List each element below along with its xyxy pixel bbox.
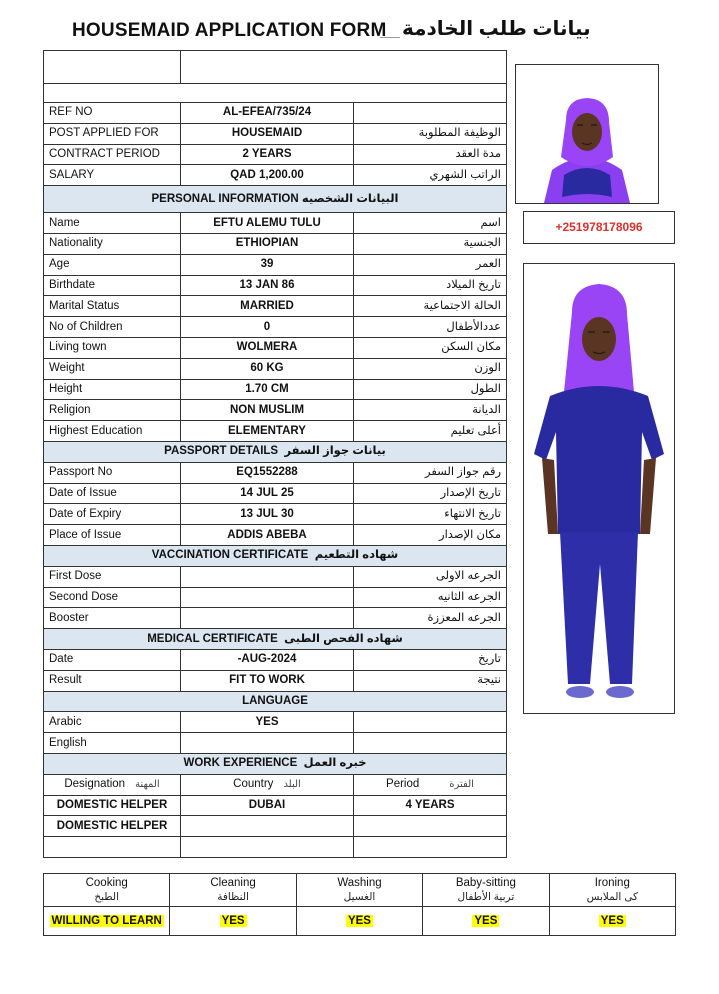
table-row xyxy=(44,462,507,483)
field-value: FIT TO WORK xyxy=(181,670,354,691)
field-label: First Dose xyxy=(44,566,181,587)
skill-label-arabic: النظافة xyxy=(217,891,249,903)
field-label: Date of Expiry xyxy=(44,504,181,525)
table-row xyxy=(44,275,507,296)
designation-header xyxy=(44,774,181,795)
field-label-arabic: اسم xyxy=(354,213,507,234)
field-label-arabic: الوظيفة المطلوبة xyxy=(354,123,507,144)
section-heading xyxy=(44,545,507,566)
table-row xyxy=(44,358,507,379)
field-label: REF NO xyxy=(44,103,181,124)
section-heading xyxy=(44,441,507,462)
field-label: SALARY xyxy=(44,165,181,186)
blank-cell xyxy=(44,84,507,103)
field-value: WOLMERA xyxy=(181,337,354,358)
blank-gap-row xyxy=(44,84,507,103)
table-row xyxy=(44,733,507,754)
table-row xyxy=(44,712,507,733)
skill-value: YES xyxy=(600,915,624,927)
field-value: EFTU ALEMU TULU xyxy=(181,213,354,234)
field-label: Second Dose xyxy=(44,587,181,608)
work-row xyxy=(44,795,507,816)
blank-cell xyxy=(354,837,507,858)
skills-header-row xyxy=(44,874,676,907)
table-row xyxy=(44,649,507,670)
field-label-arabic: عددالأطفال xyxy=(354,317,507,338)
field-value: QAD 1,200.00 xyxy=(181,165,354,186)
skills-value-row xyxy=(44,907,676,936)
field-label-arabic: مكان السكن xyxy=(354,337,507,358)
period-header xyxy=(354,774,507,795)
field-label-arabic: تاريخ xyxy=(354,649,507,670)
field-label: Name xyxy=(44,213,181,234)
blank-cell xyxy=(44,837,181,858)
section-header-vaccination xyxy=(44,545,507,566)
section-header-personal xyxy=(44,186,507,213)
blank-cell xyxy=(354,733,507,754)
section-heading xyxy=(44,753,507,774)
field-value xyxy=(181,566,354,587)
section-header-work xyxy=(44,753,507,774)
work-country xyxy=(181,816,354,837)
field-label: Age xyxy=(44,254,181,275)
table-row xyxy=(44,400,507,421)
field-label: Date of Issue xyxy=(44,483,181,504)
field-label: Religion xyxy=(44,400,181,421)
field-label-arabic: الديانة xyxy=(354,400,507,421)
field-value: YES xyxy=(181,712,354,733)
field-label-arabic: الحالة الاجتماعية xyxy=(354,296,507,317)
field-value: -AUG-2024 xyxy=(181,649,354,670)
field-label: POST APPLIED FOR xyxy=(44,123,181,144)
form-title-arabic: بيانات طلب الخادمة xyxy=(402,18,591,40)
field-value: MARRIED xyxy=(181,296,354,317)
portrait-photo xyxy=(515,64,659,204)
table-row xyxy=(44,337,507,358)
section-title: MEDICAL CERTIFICATE xyxy=(147,632,278,645)
table-row xyxy=(44,254,507,275)
field-label: Highest Education xyxy=(44,421,181,442)
field-value: 1.70 CM xyxy=(181,379,354,400)
field-label-arabic: تاريخ الإصدار xyxy=(354,483,507,504)
country-label-arabic: البلد xyxy=(283,779,301,791)
field-value: ELEMENTARY xyxy=(181,421,354,442)
field-label: Date xyxy=(44,649,181,670)
field-label: Passport No xyxy=(44,462,181,483)
skill-value-cell xyxy=(423,907,549,936)
skill-cooking xyxy=(44,874,170,907)
field-label: English xyxy=(44,733,181,754)
field-label-arabic: الجرعه الثانيه xyxy=(354,587,507,608)
field-value: AL-EFEA/735/24 xyxy=(181,103,354,124)
period-label: Period xyxy=(386,778,420,791)
table-row xyxy=(44,608,507,629)
field-label: CONTRACT PERIOD xyxy=(44,144,181,165)
field-label-arabic: الجنسية xyxy=(354,233,507,254)
field-value: 14 JUL 25 xyxy=(181,483,354,504)
skill-value-cell xyxy=(549,907,675,936)
field-label: Place of Issue xyxy=(44,525,181,546)
work-designation: DOMESTIC HELPER xyxy=(44,795,181,816)
table-row xyxy=(44,421,507,442)
work-country: DUBAI xyxy=(181,795,354,816)
field-label: Booster xyxy=(44,608,181,629)
field-label-arabic: العمر xyxy=(354,254,507,275)
table-row xyxy=(44,525,507,546)
field-label-arabic: أعلى تعليم xyxy=(354,421,507,442)
field-label-arabic: تاريخ الميلاد xyxy=(354,275,507,296)
field-value: 2 YEARS xyxy=(181,144,354,165)
full-body-figure xyxy=(524,264,674,713)
table-row xyxy=(44,587,507,608)
skill-label-arabic: تربية الأطفال xyxy=(457,891,515,903)
section-title-arabic: بيانات جواز السفر xyxy=(284,445,386,458)
field-label-arabic: نتيجة xyxy=(354,670,507,691)
work-row xyxy=(44,837,507,858)
field-value xyxy=(181,608,354,629)
section-title-arabic: البيانات الشخصيه xyxy=(301,192,399,205)
table-row xyxy=(44,317,507,338)
section-header-passport xyxy=(44,441,507,462)
skill-value: YES xyxy=(347,915,371,927)
period-label-arabic: الفترة xyxy=(449,779,474,791)
field-value: EQ1552288 xyxy=(181,462,354,483)
work-row xyxy=(44,816,507,837)
table-row xyxy=(44,504,507,525)
section-title: WORK EXPERIENCE xyxy=(183,757,298,770)
field-label: Nationality xyxy=(44,233,181,254)
table-row xyxy=(44,144,507,165)
blank-cell xyxy=(181,837,354,858)
section-heading xyxy=(44,629,507,650)
designation-label-arabic: المهنة xyxy=(135,779,160,791)
field-label-arabic: الطول xyxy=(354,379,507,400)
field-label-arabic: مكان الإصدار xyxy=(354,525,507,546)
section-header-language xyxy=(44,691,507,712)
field-label-arabic: رقم جواز السفر xyxy=(354,462,507,483)
section-title: PERSONAL INFORMATION xyxy=(151,192,299,205)
section-title-arabic: شهاده التطعيم xyxy=(314,549,399,562)
field-value: 60 KG xyxy=(181,358,354,379)
field-label-arabic: الراتب الشهري xyxy=(354,165,507,186)
section-title: VACCINATION CERTIFICATE xyxy=(151,549,309,562)
skill-value: WILLING TO LEARN xyxy=(51,915,162,927)
field-value xyxy=(181,733,354,754)
skill-label-arabic: كى الملابس xyxy=(586,891,638,903)
field-value: 13 JUL 30 xyxy=(181,504,354,525)
field-label-arabic: الجرعه الاولى xyxy=(354,566,507,587)
skill-label: Baby-sitting xyxy=(455,877,516,889)
skill-value-cell xyxy=(170,907,296,936)
work-period: 4 YEARS xyxy=(354,795,507,816)
field-label-arabic: الجرعه المعززة xyxy=(354,608,507,629)
section-title: PASSPORT DETAILS xyxy=(164,445,279,458)
section-header-medical xyxy=(44,629,507,650)
table-row xyxy=(44,379,507,400)
table-row xyxy=(44,103,507,124)
blank-header-row xyxy=(44,51,507,84)
table-row xyxy=(44,566,507,587)
field-label-arabic: الوزن xyxy=(354,358,507,379)
country-label: Country xyxy=(233,778,274,791)
title-divider xyxy=(380,37,400,38)
field-label: Birthdate xyxy=(44,275,181,296)
blank-cell xyxy=(181,51,507,84)
field-label-arabic: مدة العقد xyxy=(354,144,507,165)
skill-label: Cooking xyxy=(85,877,128,889)
field-label-arabic xyxy=(354,103,507,124)
portrait-figure xyxy=(516,65,658,203)
field-value: 0 xyxy=(181,317,354,338)
field-value: 13 JAN 86 xyxy=(181,275,354,296)
table-row xyxy=(44,123,507,144)
field-label: Living town xyxy=(44,337,181,358)
field-label: Weight xyxy=(44,358,181,379)
field-label: Result xyxy=(44,670,181,691)
field-value xyxy=(181,587,354,608)
field-label: Marital Status xyxy=(44,296,181,317)
skill-label: Washing xyxy=(337,877,382,889)
phone-number: +251978178096 xyxy=(523,211,675,244)
section-title: LANGUAGE xyxy=(242,694,308,707)
table-row xyxy=(44,483,507,504)
field-label-arabic: تاريخ الانتهاء xyxy=(354,504,507,525)
form-title: HOUSEMAID APPLICATION FORM xyxy=(72,20,387,41)
table-row xyxy=(44,296,507,317)
application-table xyxy=(43,50,507,858)
skill-value-cell xyxy=(44,907,170,936)
skill-label-arabic: الطبخ xyxy=(94,891,120,903)
field-label: Arabic xyxy=(44,712,181,733)
field-value: NON MUSLIM xyxy=(181,400,354,421)
field-value: 39 xyxy=(181,254,354,275)
field-value: HOUSEMAID xyxy=(181,123,354,144)
table-row xyxy=(44,165,507,186)
country-header xyxy=(181,774,354,795)
skills-table xyxy=(43,873,676,936)
designation-label: Designation xyxy=(64,778,126,791)
skill-value: YES xyxy=(474,915,498,927)
table-row xyxy=(44,233,507,254)
field-label: Height xyxy=(44,379,181,400)
field-label: No of Children xyxy=(44,317,181,338)
skill-baby-sitting xyxy=(423,874,549,907)
blank-cell xyxy=(354,712,507,733)
skill-label-arabic: الغسيل xyxy=(343,891,376,903)
section-title-arabic: شهاده الفحص الطبى xyxy=(284,632,403,645)
skill-cleaning xyxy=(170,874,296,907)
skill-washing xyxy=(296,874,422,907)
section-heading xyxy=(44,691,507,712)
section-heading xyxy=(44,186,507,213)
section-title-arabic: خبره العمل xyxy=(303,757,367,770)
skill-ironing xyxy=(549,874,675,907)
skill-label: Ironing xyxy=(594,877,630,889)
field-value: ETHIOPIAN xyxy=(181,233,354,254)
blank-cell xyxy=(44,51,181,84)
table-row xyxy=(44,213,507,234)
skill-value-cell xyxy=(296,907,422,936)
table-row xyxy=(44,670,507,691)
work-header-row xyxy=(44,774,507,795)
skill-value: YES xyxy=(221,915,245,927)
work-period xyxy=(354,816,507,837)
work-designation: DOMESTIC HELPER xyxy=(44,816,181,837)
field-value: ADDIS ABEBA xyxy=(181,525,354,546)
skill-label: Cleaning xyxy=(210,877,256,889)
full-body-photo xyxy=(523,263,675,714)
